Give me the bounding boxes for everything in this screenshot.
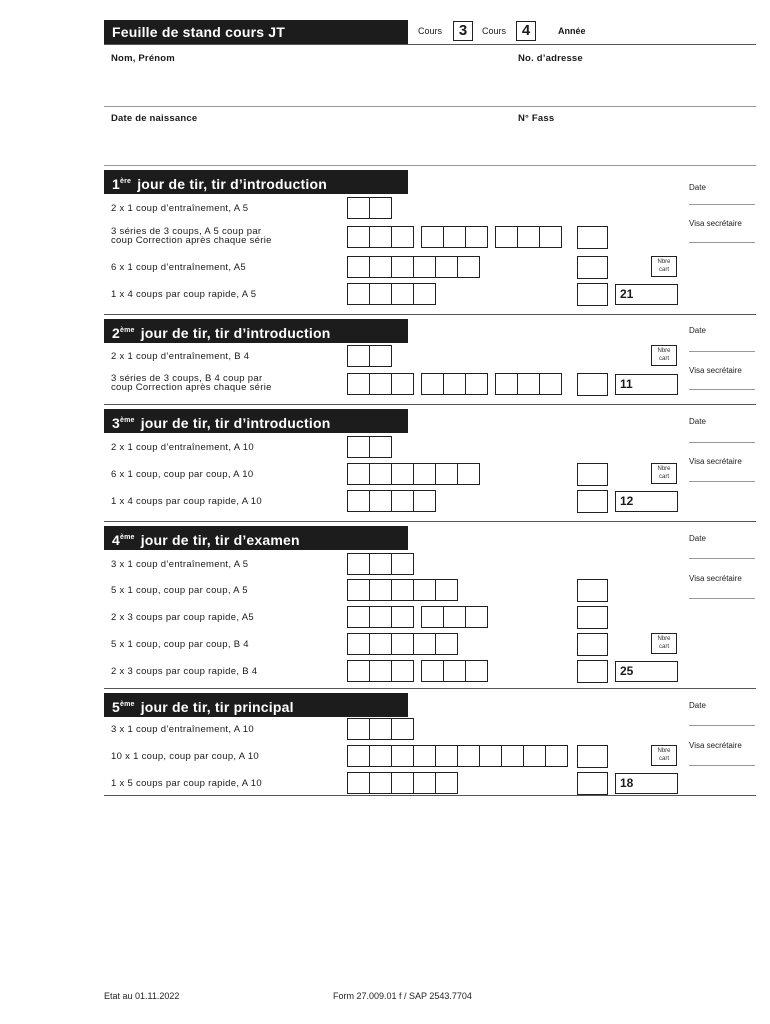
shot-cell[interactable] bbox=[435, 633, 458, 655]
shot-cell[interactable] bbox=[347, 553, 370, 575]
date-field[interactable] bbox=[689, 204, 755, 205]
shot-cell[interactable] bbox=[391, 745, 414, 767]
shot-cell[interactable] bbox=[517, 373, 540, 395]
course-label-1: Cours bbox=[418, 26, 443, 36]
shot-cell[interactable] bbox=[421, 373, 444, 395]
day-ordinal-suffix: ème bbox=[120, 327, 135, 334]
shot-cell[interactable] bbox=[347, 463, 370, 485]
row-label: 5 x 1 coup, coup par coup, A 5 bbox=[111, 585, 248, 596]
nbre-cart-tag: Nbre cart bbox=[651, 745, 677, 766]
date-field[interactable] bbox=[689, 725, 755, 726]
shot-cell[interactable] bbox=[413, 256, 436, 278]
shot-cell[interactable] bbox=[347, 718, 370, 740]
shot-cell[interactable] bbox=[369, 553, 392, 575]
section-separator bbox=[104, 521, 756, 522]
cartridge-count: 11 bbox=[620, 377, 633, 391]
birthdate-label: Date de naissance bbox=[111, 113, 198, 124]
section-separator bbox=[104, 314, 756, 315]
shot-cell[interactable] bbox=[391, 553, 414, 575]
day-ordinal: 4 bbox=[112, 532, 120, 548]
shot-cell[interactable] bbox=[435, 463, 458, 485]
row-label: 6 x 1 coup, coup par coup, A 10 bbox=[111, 469, 254, 480]
shot-cell[interactable] bbox=[457, 745, 480, 767]
nbre-cart-tag: Nbre cart bbox=[651, 463, 677, 484]
form-title: Feuille de stand cours JT bbox=[104, 20, 408, 44]
day-5-title bbox=[104, 693, 408, 717]
shot-cell[interactable] bbox=[435, 745, 458, 767]
shot-cell[interactable] bbox=[457, 463, 480, 485]
shot-cell[interactable] bbox=[369, 772, 392, 794]
shot-cell[interactable] bbox=[465, 226, 488, 248]
total-box[interactable] bbox=[577, 283, 608, 306]
shot-cell[interactable] bbox=[443, 226, 466, 248]
visa-label: Visa secrétaire bbox=[689, 741, 742, 750]
year-label: Année bbox=[558, 26, 586, 36]
address-label: No. d’adresse bbox=[518, 53, 583, 64]
day-title-text: jour de tir, tir d’introduction bbox=[136, 325, 331, 341]
visa-field[interactable] bbox=[689, 598, 755, 599]
shot-cell[interactable] bbox=[539, 373, 562, 395]
row-label: 3 x 1 coup d’entraînement, A 10 bbox=[111, 724, 254, 735]
shot-cell[interactable] bbox=[347, 256, 370, 278]
header-rule bbox=[104, 44, 756, 45]
cartridge-count-box bbox=[615, 773, 678, 794]
visa-label: Visa secrétaire bbox=[689, 574, 742, 583]
shot-cell[interactable] bbox=[457, 256, 480, 278]
name-label: Nom, Prénom bbox=[111, 53, 175, 64]
visa-label: Visa secrétaire bbox=[689, 219, 742, 228]
day-title-text: jour de tir, tir d’introduction bbox=[136, 415, 331, 431]
shot-cell[interactable] bbox=[391, 660, 414, 682]
fass-label: N° Fass bbox=[518, 113, 555, 124]
shot-cell[interactable] bbox=[435, 772, 458, 794]
shot-cell[interactable] bbox=[391, 772, 414, 794]
shot-cell[interactable] bbox=[413, 579, 436, 601]
shot-cell[interactable] bbox=[443, 373, 466, 395]
date-label: Date bbox=[689, 326, 706, 335]
shot-cell[interactable] bbox=[347, 373, 370, 395]
shot-cell[interactable] bbox=[347, 745, 370, 767]
day-ordinal-suffix: ème bbox=[120, 534, 135, 541]
shot-cell[interactable] bbox=[347, 345, 370, 367]
shot-cell[interactable] bbox=[369, 745, 392, 767]
shot-cell[interactable] bbox=[369, 345, 392, 367]
shot-cell[interactable] bbox=[369, 256, 392, 278]
course-number-1: 3 bbox=[453, 21, 473, 41]
day-title-text: jour de tir, tir d’introduction bbox=[133, 176, 327, 192]
shot-cell[interactable] bbox=[391, 226, 414, 248]
total-box[interactable] bbox=[577, 256, 608, 279]
cartridge-count: 18 bbox=[620, 776, 634, 790]
shot-cell[interactable] bbox=[369, 226, 392, 248]
day-3-title bbox=[104, 409, 408, 433]
total-box[interactable] bbox=[577, 660, 608, 683]
day-ordinal: 1 bbox=[112, 176, 120, 192]
shot-cell[interactable] bbox=[347, 436, 370, 458]
cartridge-count-box bbox=[615, 374, 678, 395]
shot-cell[interactable] bbox=[517, 226, 540, 248]
row-label: 2 x 3 coups par coup rapide, B 4 bbox=[111, 666, 258, 677]
shot-cell[interactable] bbox=[413, 490, 436, 512]
shot-cell[interactable] bbox=[391, 463, 414, 485]
shot-cell[interactable] bbox=[465, 373, 488, 395]
day-ordinal-suffix: ème bbox=[120, 417, 135, 424]
row-label: 10 x 1 coup, coup par coup, A 10 bbox=[111, 751, 259, 762]
shot-cell[interactable] bbox=[347, 579, 370, 601]
state-date: Etat au 01.11.2022 bbox=[104, 991, 180, 1001]
shot-cell[interactable] bbox=[369, 197, 392, 219]
shot-cell[interactable] bbox=[421, 606, 444, 628]
day-ordinal-suffix: ème bbox=[120, 701, 135, 708]
visa-field[interactable] bbox=[689, 765, 755, 766]
date-field[interactable] bbox=[689, 558, 755, 559]
row-label: 1 x 4 coups par coup rapide, A 10 bbox=[111, 496, 262, 507]
shot-cell[interactable] bbox=[369, 373, 392, 395]
cartridge-count: 21 bbox=[620, 287, 634, 301]
row-label: 2 x 1 coup d’entraînement, A 10 bbox=[111, 442, 254, 453]
shot-cell[interactable] bbox=[421, 226, 444, 248]
row-label-line1: 3 séries de 3 coups, B 4 coup par bbox=[111, 373, 263, 384]
shot-cell[interactable] bbox=[347, 606, 370, 628]
shot-cell[interactable] bbox=[347, 490, 370, 512]
day-4-title bbox=[104, 526, 408, 550]
shot-cell[interactable] bbox=[413, 633, 436, 655]
day-1-title bbox=[104, 170, 408, 194]
date-label: Date bbox=[689, 534, 706, 543]
shot-cell[interactable] bbox=[479, 745, 502, 767]
total-box[interactable] bbox=[577, 745, 608, 768]
row-label: 1 x 5 coups par coup rapide, A 10 bbox=[111, 778, 262, 789]
date-label: Date bbox=[689, 183, 706, 192]
shot-cell[interactable] bbox=[391, 579, 414, 601]
section-separator bbox=[104, 688, 756, 689]
shot-cell[interactable] bbox=[369, 660, 392, 682]
shot-cell[interactable] bbox=[495, 373, 518, 395]
shot-cell[interactable] bbox=[391, 606, 414, 628]
visa-label: Visa secrétaire bbox=[689, 366, 742, 375]
cartridge-count-box bbox=[615, 661, 678, 682]
day-title-text: jour de tir, tir d’examen bbox=[136, 532, 300, 548]
day-ordinal: 5 bbox=[112, 699, 120, 715]
shot-cell[interactable] bbox=[369, 718, 392, 740]
shot-cell[interactable] bbox=[347, 633, 370, 655]
date-label: Date bbox=[689, 417, 706, 426]
shot-cell[interactable] bbox=[545, 745, 568, 767]
shot-cell[interactable] bbox=[369, 579, 392, 601]
shot-cell[interactable] bbox=[465, 660, 488, 682]
shot-cell[interactable] bbox=[435, 579, 458, 601]
section-separator bbox=[104, 404, 756, 405]
day-ordinal-suffix: ère bbox=[120, 178, 132, 185]
shot-cell[interactable] bbox=[391, 373, 414, 395]
day-title-text: jour de tir, tir principal bbox=[136, 699, 294, 715]
cartridge-count-box bbox=[615, 284, 678, 305]
total-box[interactable] bbox=[577, 373, 608, 396]
row-label: 5 x 1 coup, coup par coup, B 4 bbox=[111, 639, 249, 650]
shot-cell[interactable] bbox=[369, 463, 392, 485]
shot-cell[interactable] bbox=[347, 772, 370, 794]
form-number: Form 27.009.01 f / SAP 2543.7704 bbox=[333, 991, 472, 1001]
cartridge-count-box bbox=[615, 491, 678, 512]
total-box[interactable] bbox=[577, 579, 608, 602]
shot-cell[interactable] bbox=[501, 745, 524, 767]
section-separator bbox=[104, 795, 756, 796]
row-label: 2 x 1 coup d’entraînement, A 5 bbox=[111, 203, 249, 214]
day-2-title bbox=[104, 319, 408, 343]
shot-cell[interactable] bbox=[369, 606, 392, 628]
visa-field[interactable] bbox=[689, 481, 755, 482]
shot-cell[interactable] bbox=[435, 256, 458, 278]
cartridge-count: 12 bbox=[620, 494, 634, 508]
shot-cell[interactable] bbox=[369, 633, 392, 655]
row-label: 6 x 1 coup d’entraînement, A5 bbox=[111, 262, 246, 273]
visa-label: Visa secrétaire bbox=[689, 457, 742, 466]
shot-cell[interactable] bbox=[421, 660, 444, 682]
shot-cell[interactable] bbox=[539, 226, 562, 248]
nbre-cart-tag: Nbre cart bbox=[651, 345, 677, 366]
shot-cell[interactable] bbox=[413, 463, 436, 485]
total-box[interactable] bbox=[577, 490, 608, 513]
name-field-rule[interactable] bbox=[104, 106, 756, 107]
nbre-cart-tag: Nbre cart bbox=[651, 633, 677, 654]
date-label: Date bbox=[689, 701, 706, 710]
visa-field[interactable] bbox=[689, 242, 755, 243]
day-ordinal: 2 bbox=[112, 325, 120, 341]
visa-field[interactable] bbox=[689, 389, 755, 390]
shot-cell[interactable] bbox=[347, 660, 370, 682]
row-label-line2: coup Correction après chaque série bbox=[111, 235, 272, 246]
shot-cell[interactable] bbox=[369, 436, 392, 458]
row-label: 3 x 1 coup d’entraînement, A 5 bbox=[111, 559, 249, 570]
total-box[interactable] bbox=[577, 606, 608, 629]
shot-cell[interactable] bbox=[443, 606, 466, 628]
total-box[interactable] bbox=[577, 633, 608, 656]
shot-cell[interactable] bbox=[495, 226, 518, 248]
shot-cell[interactable] bbox=[443, 660, 466, 682]
date-field[interactable] bbox=[689, 351, 755, 352]
shot-cell[interactable] bbox=[391, 633, 414, 655]
shot-cell[interactable] bbox=[391, 718, 414, 740]
shot-cell[interactable] bbox=[391, 256, 414, 278]
shot-cell[interactable] bbox=[369, 283, 392, 305]
total-box[interactable] bbox=[577, 226, 608, 249]
shot-cell[interactable] bbox=[391, 283, 414, 305]
shot-cell[interactable] bbox=[391, 490, 414, 512]
total-box[interactable] bbox=[577, 463, 608, 486]
shot-cell[interactable] bbox=[347, 226, 370, 248]
date-field[interactable] bbox=[689, 442, 755, 443]
birthdate-field-rule[interactable] bbox=[104, 165, 756, 166]
nbre-cart-tag: Nbre cart bbox=[651, 256, 677, 277]
shot-cell[interactable] bbox=[413, 283, 436, 305]
row-label: 2 x 3 coups par coup rapide, A5 bbox=[111, 612, 254, 623]
shot-cell[interactable] bbox=[347, 283, 370, 305]
cartridge-count: 25 bbox=[620, 664, 634, 678]
row-label-line1: 3 séries de 3 coups, A 5 coup par bbox=[111, 226, 262, 237]
row-label: 2 x 1 coup d’entraînement, B 4 bbox=[111, 351, 250, 362]
shot-cell[interactable] bbox=[523, 745, 546, 767]
course-label-2: Cours bbox=[482, 26, 507, 36]
row-label-line2: coup Correction après chaque série bbox=[111, 382, 272, 393]
row-label: 1 x 4 coups par coup rapide, A 5 bbox=[111, 289, 257, 300]
shot-cell[interactable] bbox=[465, 606, 488, 628]
total-box[interactable] bbox=[577, 772, 608, 795]
shot-cell[interactable] bbox=[369, 490, 392, 512]
course-number-2: 4 bbox=[516, 21, 536, 41]
shot-cell[interactable] bbox=[413, 772, 436, 794]
shot-cell[interactable] bbox=[413, 745, 436, 767]
shot-cell[interactable] bbox=[347, 197, 370, 219]
day-ordinal: 3 bbox=[112, 415, 120, 431]
